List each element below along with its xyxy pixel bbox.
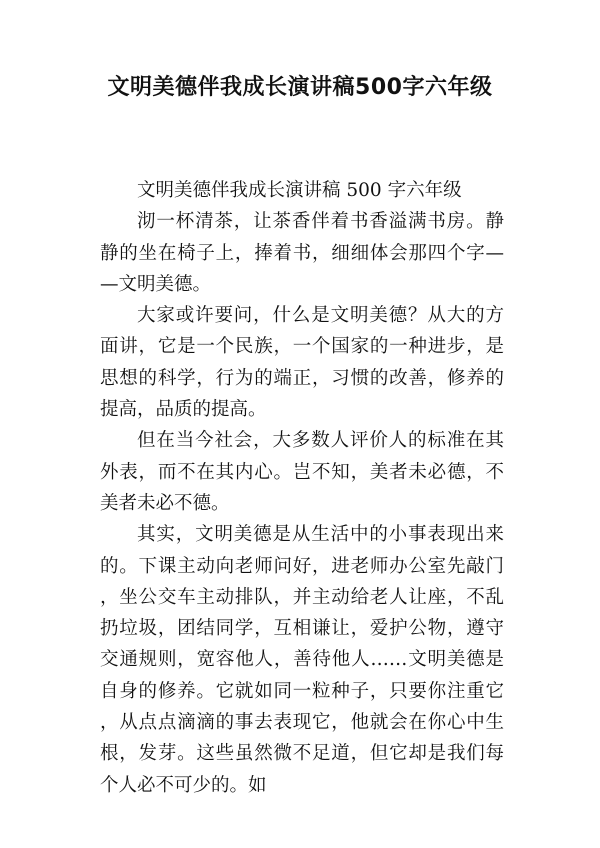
document-title: 文明美德伴我成长演讲稿500字六年级 xyxy=(107,75,493,100)
body-paragraph-3: 但在当今社会，大多数人评价人的标准在其外表，而不在其内心。岂不知，美者未必德，不美者未必不德。 xyxy=(100,430,504,514)
body-paragraph-1: 沏一杯清茶，让茶香伴着书香溢满书房。静静的坐在椅子上，捧着书，细细体会那四个字——文明美德。 xyxy=(100,211,504,295)
body-paragraph-4: 其实，文明美德是从生活中的小事表现出来的。下课主动向老师问好，进老师办公室先敲门，坐公交车主动排队，并主动给老人让座，不乱扔垃圾，团结同学，互相谦让，爱护公物，遵守交通规则，宽容他人，善待他人……文明美德是自身的修养。它就如同一粒种子，只要你注重它，从点点滴滴的事去表现它，他就会在你心中生根，发芽。这些虽然微不足道，但它却是我们每个人必不可少的。如 xyxy=(100,524,504,796)
body-paragraph-2: 大家或许要问，什么是文明美德？从大的方面讲，它是一个民族，一个国家的一种进步，是思想的科学，行为的端正，习惯的改善，修养的提高，品质的提高。 xyxy=(100,305,504,421)
document-body xyxy=(100,175,504,801)
document-subtitle-paragraph: 文明美德伴我成长演讲稿 500 字六年级 xyxy=(137,180,462,201)
